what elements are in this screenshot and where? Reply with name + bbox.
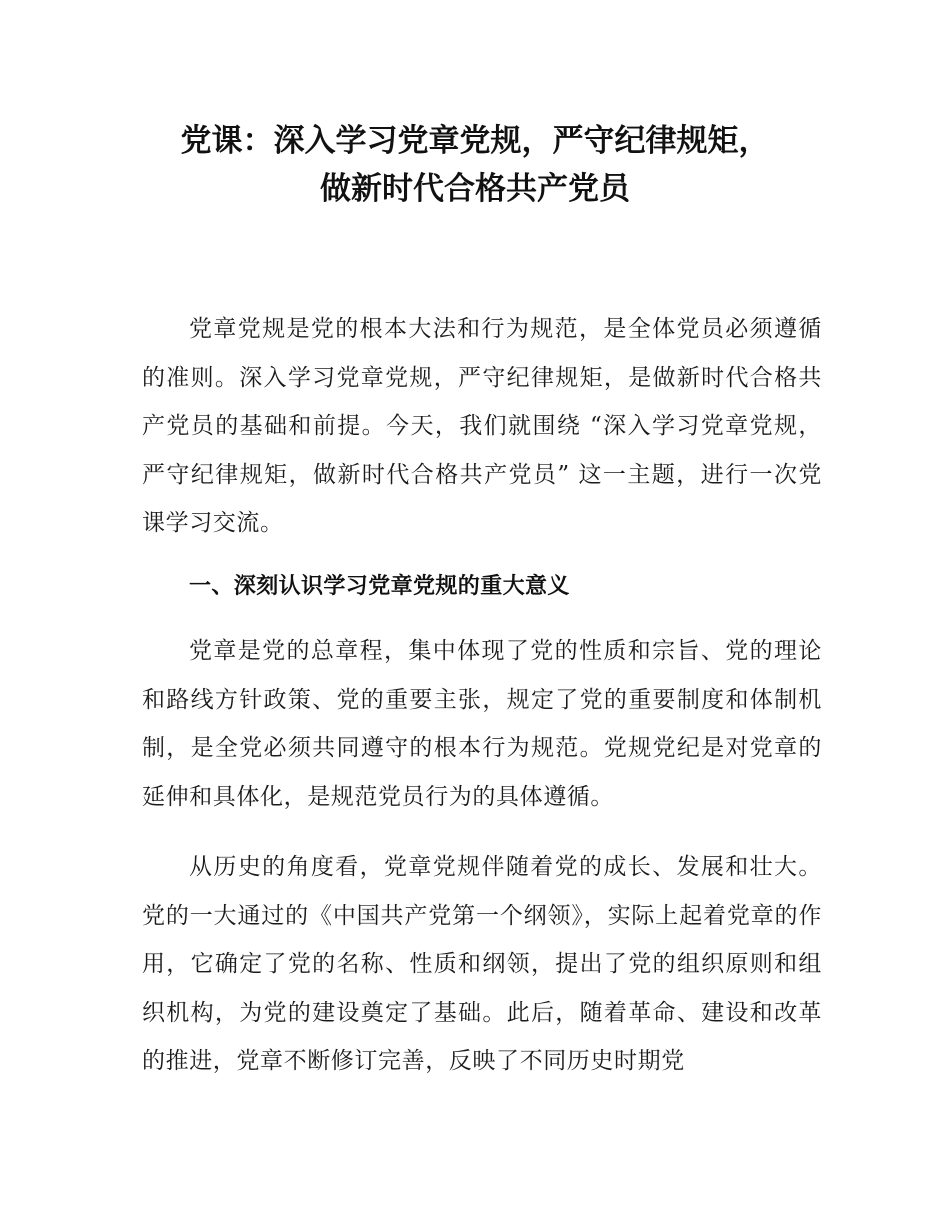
section-heading-block <box>142 563 822 612</box>
title-line-2: 做新时代合格共产党员 <box>320 171 630 207</box>
body-paragraph-3: 从历史的角度看，党章党规伴随着党的成长、发展和壮大。党的一大通过的《中国共产党第一个纲领》，实际上起着党章的作用，它确定了党的名称、性质和纲领，提出了党的组织原则和组织机构，为党的建设奠定了基础。此后，随着革命、建设和改革的推进，党章不断修订完善，反映了不同历史时期党 <box>142 854 822 1074</box>
intro-paragraph-block <box>142 305 822 548</box>
intro-paragraph: 党章党规是党的根本大法和行为规范，是全体党员必须遵循的准则。深入学习党章党规，严守纪律规矩，是做新时代合格共产党员的基础和前提。今天，我们就围绕 “深入学习党章党规，严守纪律规矩，做新时代合格共产党员” 这一主题，进行一次党课学习交流。 <box>142 316 822 536</box>
body-paragraph-2-block <box>142 627 822 821</box>
document-title <box>0 117 950 213</box>
body-paragraph-3-block <box>142 843 822 1086</box>
body-paragraph-2: 党章是党的总章程，集中体现了党的性质和宗旨、党的理论和路线方针政策、党的重要主张，规定了党的重要制度和体制机制，是全党必须共同遵守的根本行为规范。党规党纪是对党章的延伸和具体化，是规范党员行为的具体遵循。 <box>142 638 822 810</box>
section-heading-1: 一、深刻认识学习党章党规的重大意义 <box>189 574 570 599</box>
title-line-1: 党课：深入学习党章党规，严守纪律规矩， <box>180 123 770 159</box>
